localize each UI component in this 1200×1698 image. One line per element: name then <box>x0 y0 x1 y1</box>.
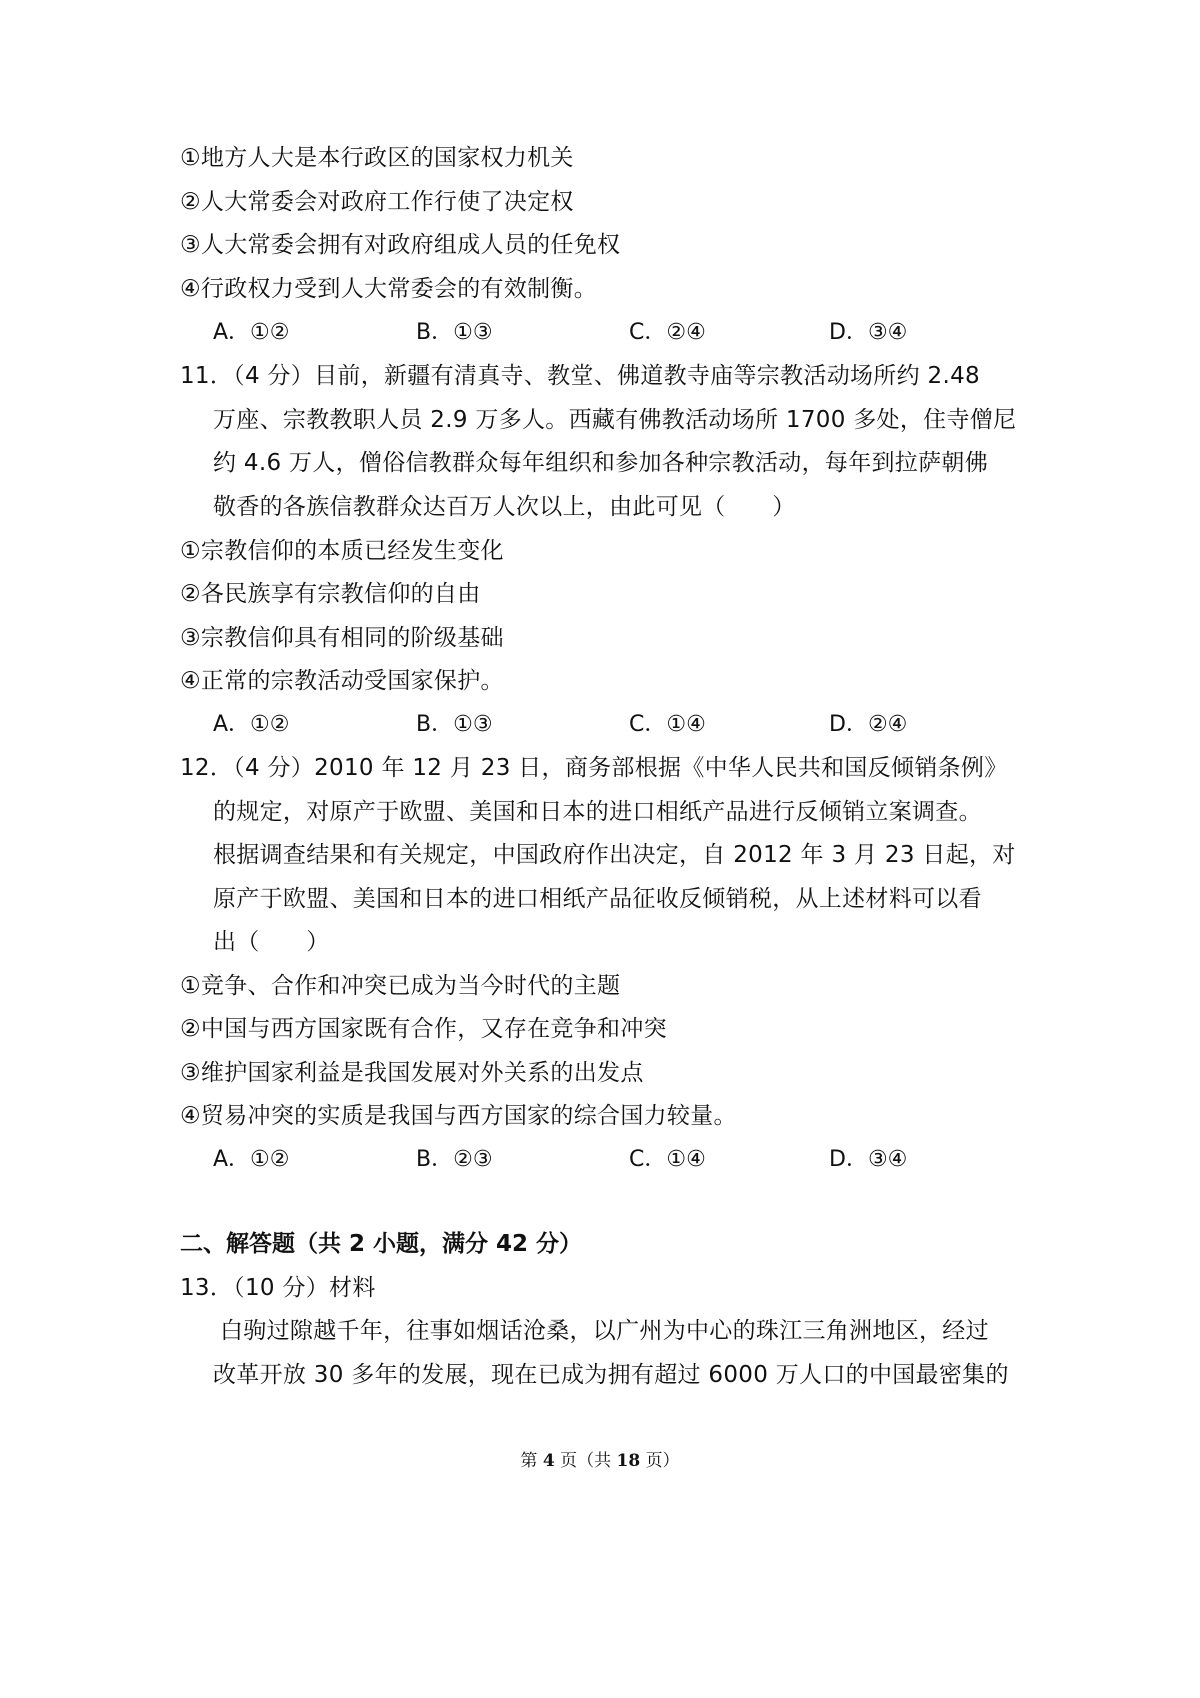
q12-statement-4: ④贸易冲突的实质是我国与西方国家的综合国力较量。 <box>180 1103 737 1129</box>
q10-statement-2: ②人大常委会对政府工作行使了决定权 <box>180 189 574 215</box>
q12-statement-1: ①竞争、合作和冲突已成为当今时代的主题 <box>180 973 621 999</box>
q12-statement-3: ③维护国家利益是我国发展对外关系的出发点 <box>180 1060 644 1086</box>
q11-line-4: 敬香的各族信教群众达百万人次以上，由此可见（ ） <box>213 494 796 520</box>
q12-option-c: C．①④ <box>629 1147 706 1172</box>
q11-option-c: C．①④ <box>629 712 706 737</box>
q11-option-a: A．①② <box>213 712 290 737</box>
section-heading: 二、解答题（共 2 小题，满分 42 分） <box>180 1231 583 1257</box>
q11-line-3: 约 4.6 万人，僧俗信教群众每年组织和参加各种宗教活动，每年到拉萨朝佛 <box>213 450 988 476</box>
q12-option-b: B．②③ <box>416 1147 493 1172</box>
q13-title: 13．（10 分）材料 <box>180 1275 376 1301</box>
q11-option-b: B．①③ <box>416 712 493 737</box>
q11-option-d: D．②④ <box>829 712 908 737</box>
q12-option-d: D．③④ <box>829 1147 908 1172</box>
q10-option-c: C．②④ <box>629 320 706 345</box>
footer-page-number: 4 <box>542 1451 555 1471</box>
q10-option-d: D．③④ <box>829 320 908 345</box>
q10-statement-3: ③人大常委会拥有对政府组成人员的任免权 <box>180 232 621 258</box>
q11-line-1: 11．（4 分）目前，新疆有清真寺、教堂、佛道教寺庙等宗教活动场所约 2.48 <box>180 363 980 389</box>
q12-line-3: 根据调查结果和有关规定，中国政府作出决定，自 2012 年 3 月 23 日起，对 <box>213 842 1016 868</box>
page-footer <box>0 1449 1200 1473</box>
q12-option-a: A．①② <box>213 1147 290 1172</box>
footer-middle: 页（共 <box>560 1451 612 1471</box>
q11-statement-4: ④正常的宗教活动受国家保护。 <box>180 668 504 694</box>
q12-line-5: 出（ ） <box>213 929 330 955</box>
q10-option-a: A．①② <box>213 320 290 345</box>
q12-line-4: 原产于欧盟、美国和日本的进口相纸产品征收反倾销税，从上述材料可以看 <box>213 886 982 912</box>
q12-line-2: 的规定，对原产于欧盟、美国和日本的进口相纸产品进行反倾销立案调查。 <box>213 799 982 825</box>
q11-statement-2: ②各民族享有宗教信仰的自由 <box>180 581 481 607</box>
q10-statement-4: ④行政权力受到人大常委会的有效制衡。 <box>180 276 598 302</box>
q12-line-1: 12．（4 分）2010 年 12 月 23 日，商务部根据《中华人民共和国反倾销条例》 <box>180 755 1008 781</box>
q12-statement-2: ②中国与西方国家既有合作，又存在竞争和冲突 <box>180 1016 667 1042</box>
q13-material-line-2: 改革开放 30 多年的发展，现在已成为拥有超过 6000 万人口的中国最密集的 <box>213 1362 1009 1388</box>
q10-option-b: B．①③ <box>416 320 493 345</box>
q11-statement-3: ③宗教信仰具有相同的阶级基础 <box>180 625 504 651</box>
footer-total-pages: 18 <box>616 1451 641 1471</box>
q11-line-2: 万座、宗教教职人员 2.9 万多人。西藏有佛教活动场所 1700 多处，住寺僧尼 <box>213 407 1017 433</box>
q13-material-line-1: 白驹过隙越千年，往事如烟话沧桑，以广州为中心的珠江三角洲地区，经过 <box>220 1318 989 1344</box>
footer-suffix: 页） <box>645 1451 680 1471</box>
footer-prefix: 第 <box>520 1451 538 1471</box>
q10-statement-1: ①地方人大是本行政区的国家权力机关 <box>180 145 574 171</box>
q11-statement-1: ①宗教信仰的本质已经发生变化 <box>180 538 504 564</box>
